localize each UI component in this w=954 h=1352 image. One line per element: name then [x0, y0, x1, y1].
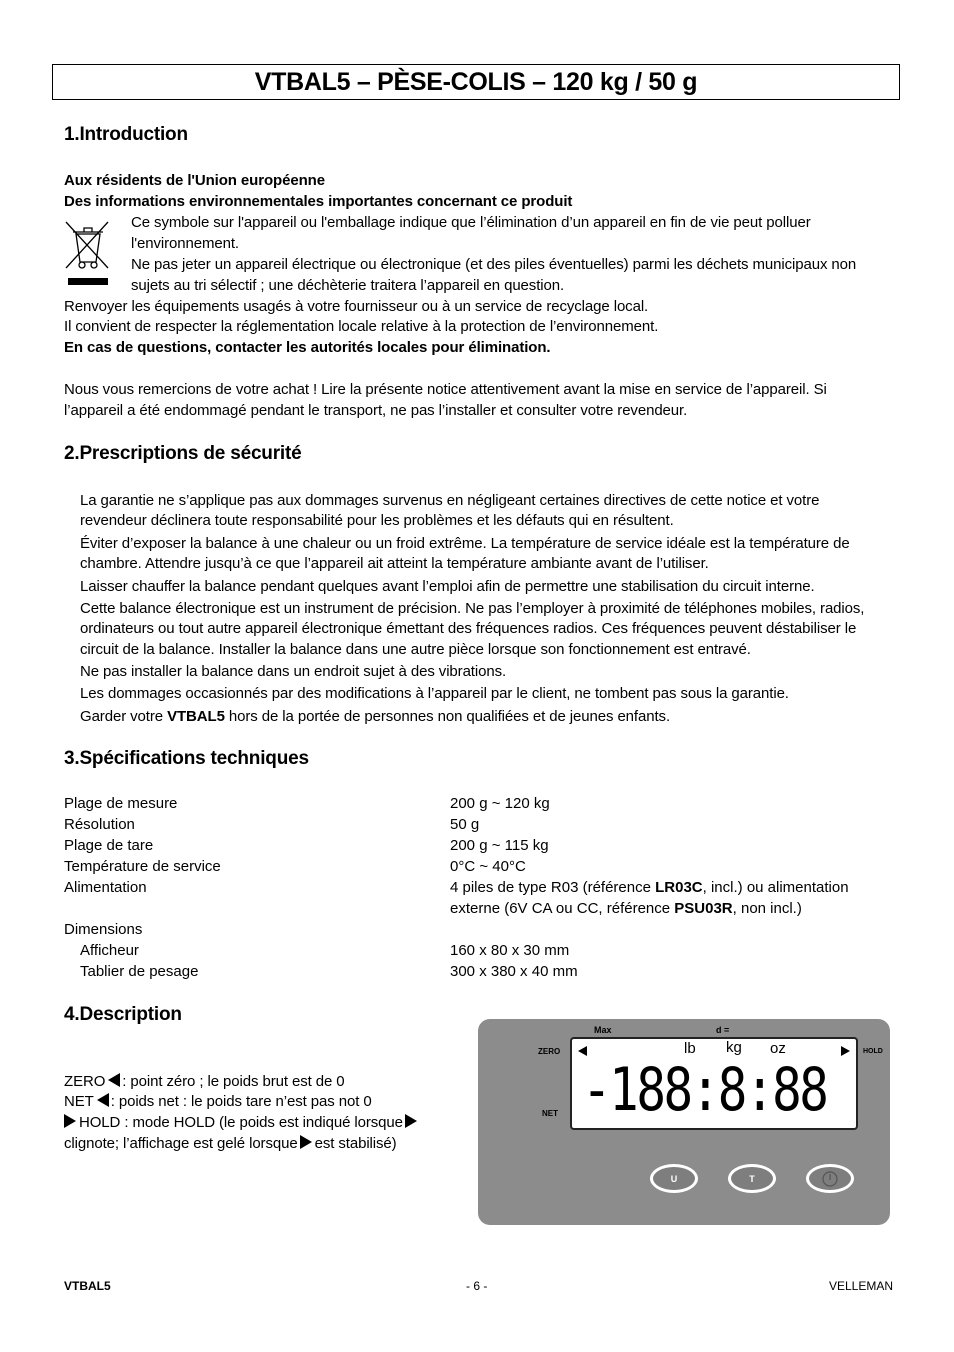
lcd-screen	[570, 1037, 858, 1130]
regulation-text: Il convient de respecter la réglementation locale relative à la protection de l’environnement.	[64, 318, 659, 335]
tare-button[interactable]: T	[728, 1164, 776, 1193]
safety-line: La garantie ne s’applique pas aux dommages survenus en négligeant certaines directives de cette notice et votre	[80, 492, 820, 509]
safety-line: Éviter d’exposer la balance à une chaleur ou un froid extrême. La température de service idéale est la température de	[80, 535, 850, 552]
return-text: Renvoyer les équipements usagés à votre fournisseur ou à un service de recyclage local.	[64, 298, 649, 315]
hold-description-2: clignote; l’affichage est gelé lorsque est stabilisé)	[64, 1135, 397, 1152]
environment-info-text: Des informations environnementales importantes concernant ce produit	[64, 193, 573, 210]
weee-bin-icon	[64, 218, 112, 288]
page-title: VTBAL5 – PÈSE-COLIS – 120 kg / 50 g	[52, 64, 900, 100]
safety-line: Les dommages occasionnés par des modifications à l’appareil par le client, ne tombent pas sous la garantie.	[80, 685, 789, 702]
section-heading-safety: 2.Prescriptions de sécurité	[64, 443, 302, 464]
lcd-digits: -188:8:88	[582, 1055, 827, 1125]
zero-label: ZERO	[538, 1047, 561, 1056]
section-heading-description: 4.Description	[64, 1004, 182, 1025]
thanks-text-1: Nous vous remercions de votre achat ! Lire la présente notice attentivement avant la mise en service de l’appareil. Si	[64, 381, 827, 398]
symbol-text-1: Ce symbole sur l'appareil ou l'emballage indique que l’élimination d’un appareil en fin de vie peut polluer	[131, 214, 811, 231]
net-description: NET : poids net : le poids tare n’est pas not 0	[64, 1093, 372, 1110]
power-icon	[821, 1170, 839, 1188]
hold-label: HOLD	[863, 1048, 883, 1055]
safety-line: revendeur déclinera toute responsabilité pour les problèmes et les défauts qui en résultent.	[80, 512, 674, 529]
arrow-left-icon	[108, 1073, 120, 1087]
scale-display-panel	[478, 1019, 890, 1225]
symbol-text-2: l'environnement.	[131, 235, 239, 252]
disposal-text-1: Ne pas jeter un appareil électrique ou électronique (et des piles éventuelles) parmi les déchets municipaux non	[131, 256, 857, 273]
unit-button[interactable]: U	[650, 1164, 698, 1193]
unit-kg: kg	[726, 1039, 742, 1056]
footer-model: VTBAL5	[64, 1279, 111, 1293]
hold-description-1: HOLD : mode HOLD (le poids est indiqué lorsque	[64, 1112, 420, 1133]
section-heading-introduction: 1.Introduction	[64, 124, 188, 145]
arrow-left-icon	[97, 1093, 109, 1107]
safety-line: Cette balance électronique est un instrument de précision. Ne pas l’employer à proximité de téléphones mobiles, radios,	[80, 600, 865, 617]
arrow-right-icon	[841, 1046, 850, 1056]
max-label: Max	[594, 1025, 612, 1035]
zero-description: ZERO : point zéro ; le poids brut est de 0	[64, 1073, 345, 1090]
arrow-right-icon	[64, 1114, 76, 1128]
unit-oz: oz	[770, 1040, 786, 1057]
d-label: d =	[716, 1025, 730, 1035]
power-button[interactable]	[806, 1164, 854, 1193]
page-number: - 6 -	[466, 1279, 488, 1293]
safety-line: circuit de la balance. Installer la balance dans une autre pièce lorsque son fonctionnement est entravé.	[80, 641, 751, 658]
safety-line: Laisser chauffer la balance pendant quelques avant l’emploi afin de permettre une stabilisation du circuit interne.	[80, 578, 815, 595]
unit-lb: lb	[684, 1040, 696, 1057]
footer-brand: VELLEMAN	[829, 1279, 894, 1293]
thanks-text-2: l’appareil a été endommagé pendant le transport, ne pas l’installer et consulter votre revendeur.	[64, 402, 688, 419]
safety-line: ordinateurs ou tout autre appareil électronique émettant des fréquences radios. Ces fréquences peuvent déstabiliser le	[80, 620, 857, 637]
safety-line: chambre. Attendre jusqu’à ce que l’appareil ait atteint la température ambiante avant de l’utiliser.	[80, 555, 709, 572]
arrow-right-icon	[405, 1114, 417, 1128]
model-name: VTBAL5	[167, 708, 225, 725]
arrow-right-icon	[300, 1135, 312, 1149]
safety-line: Garder votre VTBAL5 hors de la portée de personnes non qualifiées et de jeunes enfants.	[80, 708, 671, 725]
disposal-text-2: sujets au tri sélectif ; une déchèterie traitera l’appareil en question.	[131, 277, 565, 294]
eu-residents-text: Aux résidents de l'Union européenne	[64, 172, 325, 189]
section-heading-specs: 3.Spécifications techniques	[64, 748, 309, 769]
questions-text: En cas de questions, contacter les autorités locales pour élimination.	[64, 339, 551, 356]
safety-line: Ne pas installer la balance dans un endroit sujet à des vibrations.	[80, 663, 507, 680]
net-label: NET	[542, 1109, 558, 1118]
